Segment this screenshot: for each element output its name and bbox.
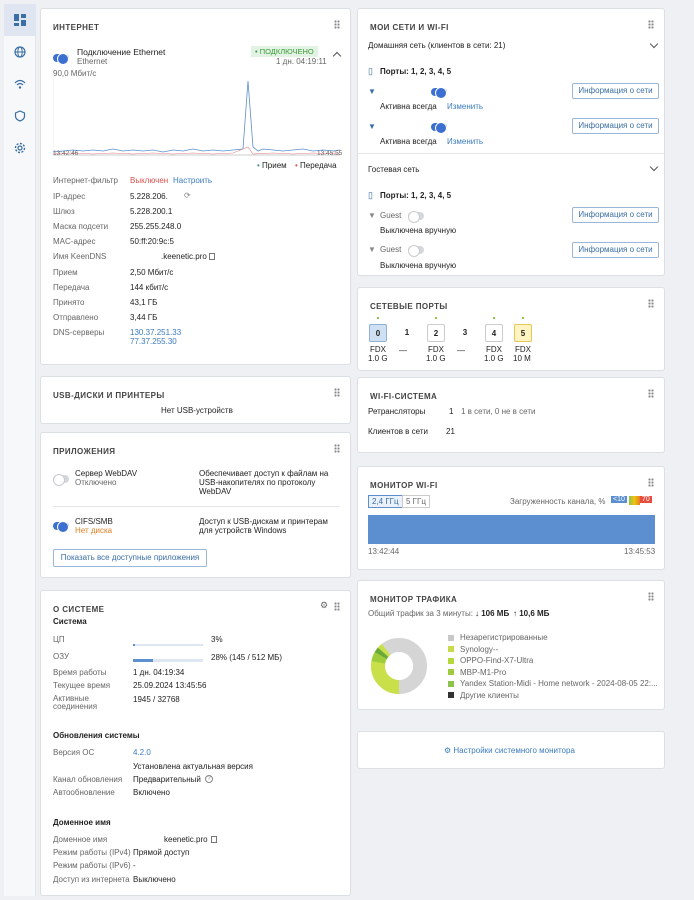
apps-card	[40, 432, 351, 578]
usb-card	[40, 376, 351, 424]
dashboard-icon[interactable]	[4, 4, 36, 36]
port-0[interactable]: 0	[369, 324, 387, 342]
legend-rx: • Прием	[257, 161, 287, 170]
app-desc: Доступ к USB-дискам и принтерам	[199, 517, 328, 526]
connections-value: 1945 / 32768	[133, 695, 180, 704]
usb-title: USB-ДИСКИ И ПРИНТЕРЫ	[53, 391, 165, 400]
network-info-button[interactable]: Информация о сети	[572, 207, 659, 223]
chevron-down-icon[interactable]	[650, 40, 658, 48]
show-all-apps-button[interactable]: Показать все доступные приложения	[53, 549, 207, 567]
webdav-toggle[interactable]	[53, 475, 69, 483]
access-value: Выключено	[133, 875, 176, 884]
port-speed: 1.0 G	[426, 354, 446, 363]
network-info-button[interactable]: Информация о сети	[572, 118, 659, 134]
tab-5ghz[interactable]: 5 ГГц	[402, 495, 430, 508]
port-5[interactable]: 5	[514, 324, 532, 342]
detail-label: IP-адрес	[53, 192, 86, 201]
traffic-title: МОНИТОР ТРАФИКА	[370, 595, 458, 604]
ethernet-toggle[interactable]	[53, 54, 69, 62]
drag-handle-icon[interactable]	[648, 478, 654, 487]
wifi-monitor-card	[357, 466, 665, 570]
ports-card	[357, 287, 665, 371]
drag-handle-icon[interactable]	[334, 20, 340, 29]
ipv4-value: Прямой доступ	[133, 848, 190, 857]
drag-handle-icon[interactable]	[648, 299, 654, 308]
wifimon-time-start: 13:42:44	[368, 547, 400, 556]
system-title: О СИСТЕМЕ	[53, 605, 105, 614]
port-duplex: —	[399, 346, 407, 355]
settings-card	[357, 731, 665, 769]
detail-label: Передача	[53, 283, 90, 292]
chevron-down-icon[interactable]	[650, 163, 658, 171]
guest-wifi-toggle[interactable]	[408, 246, 424, 254]
os-note: Установлена актуальная версия	[133, 762, 253, 771]
legend-label: OPPO-Find-X7-Ultra	[460, 656, 534, 665]
legend-rx-label: Прием	[262, 161, 287, 170]
detail-value: 5.228.200.1	[130, 207, 173, 216]
legend-label: Synology--	[460, 644, 499, 654]
wifi-icon: ▼	[368, 122, 376, 131]
port-duplex: FDX	[428, 345, 444, 354]
channel-load-label: Загруженность канала, %	[510, 497, 606, 506]
cpu-label: ЦП	[53, 635, 65, 644]
legend-swatch	[448, 658, 454, 664]
traffic-legend-item	[448, 691, 519, 700]
guest-wifi-name: Guest	[380, 245, 402, 254]
wifi-icon: ▼	[368, 87, 376, 96]
app-name: Сервер WebDAV	[75, 469, 138, 478]
clients-count: 21	[446, 427, 455, 436]
home-network-label[interactable]: Домашняя сеть (клиентов в сети: 21)	[368, 41, 506, 50]
load-badge-high: 70	[642, 496, 650, 503]
tab-24ghz[interactable]: 2,4 ГГц	[368, 495, 403, 508]
port-4[interactable]: 4	[485, 324, 503, 342]
port-duplex: FDX	[370, 345, 386, 354]
ram-label: ОЗУ	[53, 652, 70, 661]
port-1[interactable]: 1	[404, 328, 410, 337]
channel-load-graph	[368, 515, 655, 544]
detail-value: 43,1 ГБ	[130, 298, 158, 307]
wifi-toggle[interactable]	[431, 88, 447, 96]
apps-title: ПРИЛОЖЕНИЯ	[53, 447, 116, 456]
dns-value-2: 77.37.255.30	[130, 337, 177, 346]
legend-tx: • Передача	[295, 161, 337, 170]
wifi-edit-link[interactable]: Изменить	[447, 102, 484, 111]
port-duplex: —	[457, 346, 465, 355]
divider	[53, 506, 340, 507]
traffic-total-label: Общий трафик за 3 минуты:	[368, 609, 473, 618]
networks-card	[357, 8, 665, 276]
guest-network-label[interactable]: Гостевая сеть	[368, 165, 420, 174]
graph-time-start: 13:42:46	[53, 150, 79, 157]
port-icon: ▯	[368, 66, 373, 76]
traffic-legend-item	[448, 679, 658, 688]
os-version[interactable]: 4.2.0	[133, 748, 151, 757]
port-speed: 1.0 G	[484, 354, 504, 363]
guest-wifi-state: Выключена вручную	[380, 226, 457, 235]
detail-label: Принято	[53, 298, 85, 307]
globe-icon[interactable]	[4, 36, 36, 68]
section-title: Обновления системы	[53, 731, 140, 740]
chevron-up-icon[interactable]	[333, 52, 341, 60]
drag-handle-icon[interactable]	[648, 20, 654, 29]
app-desc: Обеспечивает доступ к файлам на	[199, 469, 329, 478]
os-label: Версия ОС	[53, 748, 95, 757]
access-label: Доступ из интернета	[53, 875, 130, 884]
app-status: Отключено	[75, 478, 117, 487]
wifi-state: Активна всегда	[380, 102, 437, 111]
port-link-indicator	[435, 317, 437, 319]
graph-time-end: 13:45:55	[317, 150, 343, 157]
app-status: Нет диска	[75, 526, 113, 535]
detail-value: 255.255.248.0	[130, 222, 182, 231]
traffic-down: ↓ 106 МБ	[475, 609, 510, 618]
divider	[358, 153, 664, 154]
traffic-monitor-card	[357, 580, 665, 710]
refresh-icon[interactable]: ⟳	[184, 191, 191, 200]
traffic-legend-item	[448, 668, 506, 677]
detail-value: 2,50 Мбит/с	[130, 268, 174, 277]
traffic-legend-item	[448, 645, 498, 654]
app-desc: WebDAV	[199, 487, 232, 496]
detail-label: Шлюз	[53, 207, 75, 216]
gear-icon[interactable]: ⚙	[320, 600, 329, 610]
time-value: 25.09.2024 13:45:56	[133, 681, 207, 690]
port-icon: ▯	[368, 190, 373, 200]
repeaters-count: 1	[449, 407, 454, 416]
detail-value: 50:ff:20:9c:5	[130, 237, 174, 246]
channel-label: Канал обновления	[53, 775, 123, 784]
traffic-donut-chart	[370, 637, 428, 695]
settings-link-label: Настройки системного монитора	[453, 746, 575, 755]
detail-value: Выключен	[130, 176, 169, 185]
connection-name: Подключение Ethernet	[77, 47, 166, 57]
drag-handle-icon[interactable]	[648, 592, 654, 601]
copy-icon[interactable]	[209, 253, 215, 260]
connections-label: соединения	[53, 702, 98, 711]
port-duplex: FDX	[486, 345, 502, 354]
ipv4-label: Режим работы (IPv4)	[53, 848, 131, 857]
wifi-icon[interactable]	[4, 68, 36, 100]
domain-value: keenetic.pro	[164, 835, 208, 844]
drag-handle-icon[interactable]	[648, 389, 654, 398]
cpu-bar-fill	[133, 644, 135, 646]
internet-card	[40, 8, 351, 365]
detail-label: MAC-адрес	[53, 237, 96, 246]
drag-handle-icon[interactable]	[334, 602, 340, 611]
ipv6-value: -	[133, 861, 136, 870]
wifimon-time-end: 13:45:53	[624, 547, 656, 556]
detail-label: Прием	[53, 268, 78, 277]
traffic-legend-item	[448, 633, 548, 642]
ports-title: СЕТЕВЫЕ ПОРТЫ	[370, 302, 448, 311]
connection-speed: 90,0 Мбит/с	[53, 69, 97, 78]
home-ports: Порты: 1, 2, 3, 4, 5	[380, 67, 452, 76]
detail-value: .keenetic.pro	[161, 252, 207, 261]
internet-title: ИНТЕРНЕТ	[53, 23, 100, 32]
wifi-state: Активна всегда	[380, 137, 437, 146]
legend-label: MBP-M1-Pro	[460, 667, 507, 677]
ram-value: 28% (145 / 512 МБ)	[211, 653, 283, 662]
ram-bar	[133, 659, 203, 662]
drag-handle-icon[interactable]	[334, 444, 340, 453]
traffic-graph	[53, 77, 343, 159]
auto-value: Включено	[133, 788, 170, 797]
legend-label: Yandex Station-Midi - Home network - 2024-08-05 22:...	[460, 679, 658, 688]
wifi-icon: ▼	[368, 245, 376, 254]
legend-tx-label: Передача	[300, 161, 337, 170]
guest-wifi-state: Выключена вручную	[380, 261, 457, 270]
cpu-bar	[133, 644, 203, 646]
cpu-value: 3%	[211, 635, 223, 644]
wifisys-title: WI-FI-СИСТЕМА	[370, 392, 438, 401]
wifi-edit-link[interactable]: Изменить	[447, 137, 484, 146]
network-info-button[interactable]: Информация о сети	[572, 83, 659, 99]
wifi-icon: ▼	[368, 211, 376, 220]
detail-label: Интернет-фильтр	[53, 176, 118, 185]
system-card	[40, 590, 351, 896]
detail-label: Маска подсети	[53, 222, 109, 231]
guest-ports: Порты: 1, 2, 3, 4, 5	[380, 191, 452, 200]
detail-value: 144 кбит/с	[130, 283, 169, 292]
port-link-indicator	[493, 317, 495, 319]
time-label: Текущее время	[53, 681, 111, 690]
gear-icon[interactable]	[4, 132, 36, 164]
load-badge-gradient	[629, 496, 640, 505]
legend-swatch	[448, 669, 454, 675]
port-speed: 10 M	[513, 354, 531, 363]
legend-swatch	[448, 635, 454, 641]
legend-label: Незарегистрированные	[460, 633, 548, 642]
repeaters-label: Ретрансляторы	[368, 407, 426, 416]
uptime-value: 1 дн. 04:19:34	[133, 668, 185, 677]
ipv6-label: Режим работы (IPv6)	[53, 861, 131, 870]
port-duplex: FDX	[515, 345, 531, 354]
shield-icon[interactable]	[4, 100, 36, 132]
app-name: CIFS/SMB	[75, 517, 113, 526]
load-badge-low: <10	[613, 496, 625, 503]
legend-swatch	[448, 681, 454, 687]
section-title: Доменное имя	[53, 818, 111, 827]
status-badge: • ПОДКЛЮЧЕНО	[251, 46, 318, 57]
wifi-system-card	[357, 377, 665, 453]
uptime-label: Время работы	[53, 668, 107, 677]
legend-label: Другие клиенты	[460, 690, 519, 700]
port-link-indicator	[522, 317, 524, 319]
connection-type: Ethernet	[77, 57, 108, 66]
copy-icon[interactable]	[211, 836, 217, 843]
detail-label: Имя KeenDNS	[53, 252, 107, 261]
traffic-legend-item	[448, 656, 533, 665]
auto-label: Автообновление	[53, 788, 115, 797]
gear-icon: ⚙	[444, 746, 454, 755]
guest-wifi-name: Guest	[380, 211, 402, 220]
drag-handle-icon[interactable]	[334, 388, 340, 397]
port-2[interactable]: 2	[427, 324, 445, 342]
channel-value: Предварительный	[133, 775, 201, 784]
networks-title: МОИ СЕТИ И WI-FI	[370, 23, 449, 32]
domain-label: Доменное имя	[53, 835, 108, 844]
rx-series-line	[53, 81, 340, 152]
port-3[interactable]: 3	[462, 328, 468, 337]
legend-swatch	[448, 692, 454, 698]
app-desc: USB-накопителях по протоколу	[199, 478, 316, 487]
connections-label: Активные	[53, 694, 89, 703]
clients-label: Клиентов в сети	[368, 427, 428, 436]
network-info-button[interactable]: Информация о сети	[572, 242, 659, 258]
filter-settings-link[interactable]: Настроить	[173, 176, 213, 185]
sidebar	[4, 4, 36, 896]
detail-label: DNS-серверы	[53, 328, 105, 337]
legend-swatch	[448, 646, 454, 652]
settings-link[interactable]	[444, 746, 575, 755]
cifs-toggle[interactable]	[53, 522, 69, 530]
app-desc: для устройств Windows	[199, 526, 287, 535]
port-link-indicator	[377, 317, 379, 319]
wifi-toggle[interactable]	[431, 123, 447, 131]
detail-value: 5.228.206.	[130, 192, 168, 201]
wifimon-title: МОНИТОР WI-FI	[370, 481, 438, 490]
connection-uptime: 1 дн. 04:19:11	[276, 57, 327, 66]
port-speed: 1.0 G	[368, 354, 388, 363]
detail-value: 130.37.251.33	[130, 328, 182, 337]
section-title: Система	[53, 617, 87, 626]
usb-empty: Нет USB-устройств	[161, 406, 233, 415]
guest-wifi-toggle[interactable]	[408, 212, 424, 220]
detail-label: Отправлено	[53, 313, 99, 322]
help-icon[interactable]: ?	[205, 775, 213, 783]
traffic-up: ↑ 10,6 МБ	[513, 609, 550, 618]
repeaters-note: 1 в сети, 0 не в сети	[461, 407, 536, 416]
detail-value: 3,44 ГБ	[130, 313, 158, 322]
ram-bar-fill	[133, 659, 153, 662]
